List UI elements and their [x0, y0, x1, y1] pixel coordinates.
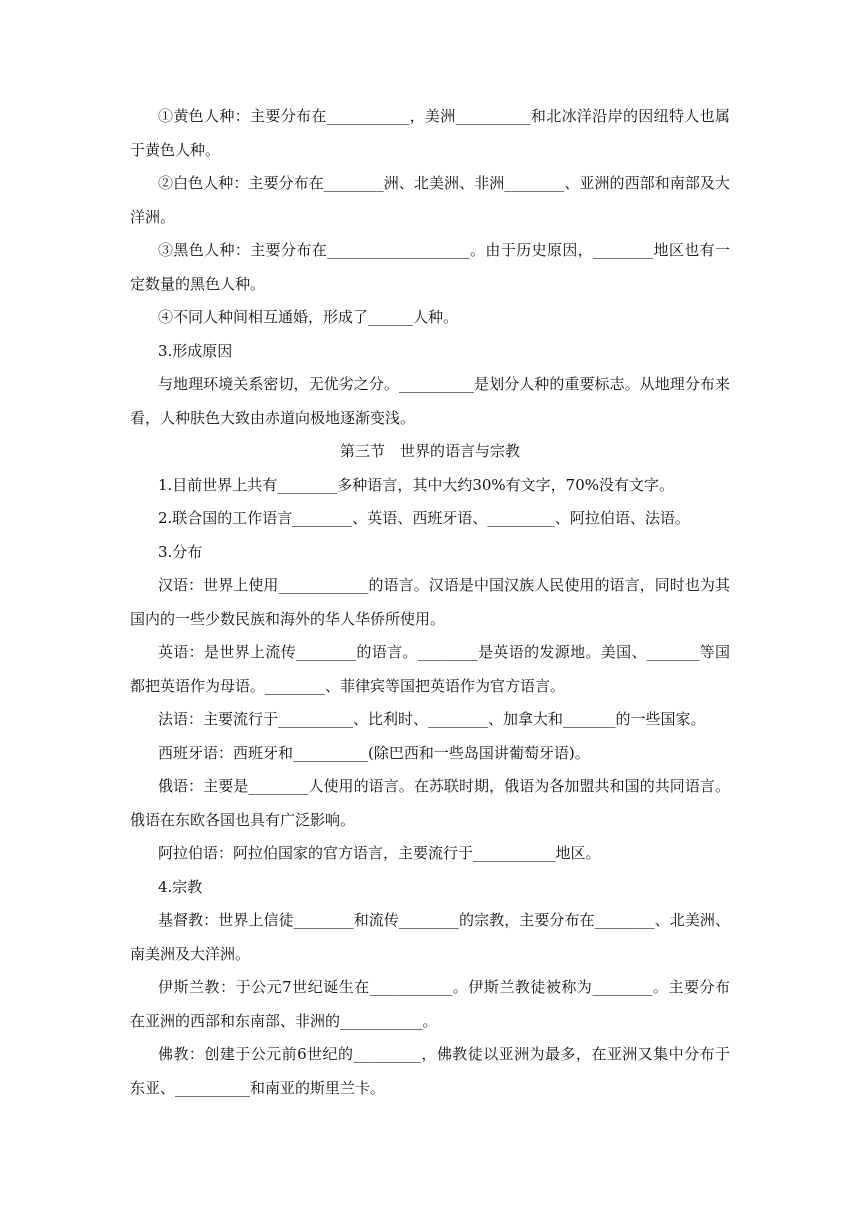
section-title: 第三节 世界的语言与宗教 — [339, 442, 520, 460]
document-page — [130, 100, 730, 1105]
heading-distribution: 3.分布 — [158, 542, 203, 561]
paragraph-french: 法语：主要流行于__________、比利时、________、加拿大和_______的一些国家。 — [158, 710, 706, 728]
paragraph-christianity: 基督教：世界上信徒________和流传________的宗教，主要分布在________、北美洲、南美洲及大洋洲。 — [130, 911, 730, 963]
paragraph-arabic: 阿拉伯语：阿拉伯国家的官方语言，主要流行于___________地区。 — [158, 844, 601, 862]
paragraph-buddhism: 佛教：创建于公元前6世纪的_________，佛教徒以亚洲为最多，在亚洲又集中分布于东亚、__________和南亚的斯里兰卡。 — [130, 1045, 730, 1097]
paragraph-english: 英语：是世界上流传________的语言。________是英语的发源地。美国、_______等国都把英语作为母语。________、菲律宾等国把英语作为官方语言。 — [130, 643, 730, 695]
heading-religion: 4.宗教 — [158, 877, 203, 896]
paragraph-black-race: ③黑色人种：主要分布在___________________。由于历史原因，________地区也有一定数量的黑色人种。 — [130, 241, 730, 293]
paragraph-mixed-race: ④不同人种间相互通婚，形成了______人种。 — [158, 308, 459, 326]
paragraph-islam: 伊斯兰教：于公元7世纪诞生在___________。伊斯兰教徒被称为________。主要分布在亚洲的西部和东南部、非洲的___________。 — [130, 978, 730, 1030]
paragraph-white-race: ②白色人种：主要分布在________洲、北美洲、非洲________、亚洲的西部和南部及大洋洲。 — [130, 174, 730, 226]
paragraph-language-count: 1.目前世界上共有________多种语言，其中大约30%有文字，70%没有文字。 — [158, 475, 674, 494]
paragraph-spanish: 西班牙语：西班牙和__________(除巴西和一些岛国讲葡萄牙语)。 — [158, 743, 590, 762]
paragraph-un-languages: 2.联合国的工作语言________、英语、西班牙语、_________、阿拉伯语、法语。 — [158, 509, 690, 527]
paragraph-formation-cause: 与地理环境关系密切，无优劣之分。__________是划分人种的重要标志。从地理分布来看，人种肤色大致由赤道向极地逐渐变浅。 — [130, 375, 730, 427]
paragraph-yellow-race: ①黄色人种：主要分布在___________，美洲__________和北冰洋沿岸的因纽特人也属于黄色人种。 — [130, 107, 730, 159]
paragraph-chinese: 汉语：世界上使用____________的语言。汉语是中国汉族人民使用的语言，同时也为其国内的一些少数民族和海外的华人华侨所使用。 — [130, 576, 730, 628]
heading-formation-cause: 3.形成原因 — [158, 341, 233, 360]
paragraph-russian: 俄语：主要是________人使用的语言。在苏联时期，俄语为各加盟共和国的共同语言。俄语在东欧各国也具有广泛影响。 — [130, 777, 730, 829]
